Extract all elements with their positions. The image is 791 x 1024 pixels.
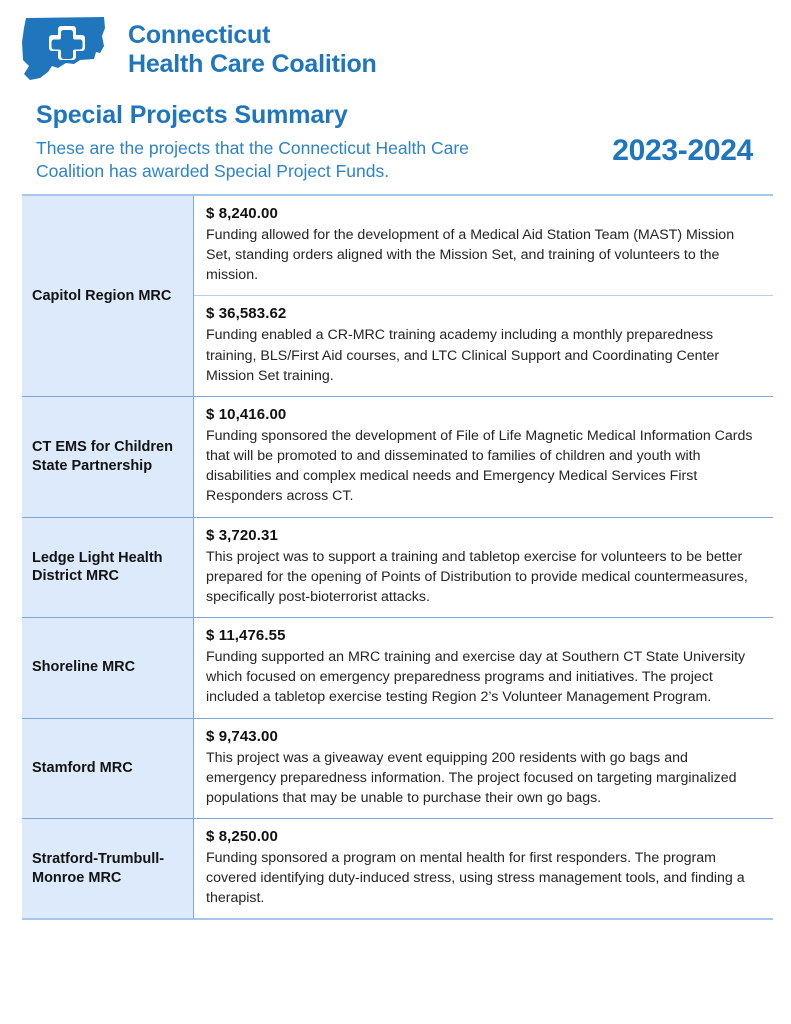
- table-row: [22, 196, 773, 397]
- project-description: This project was a giveaway event equipping 200 residents with go bags and emergency preparedness information. The project focused on targeting marginalized populations that may be unable to purchase their own go bags.: [206, 749, 737, 806]
- project-description: This project was to support a training and tabletop exercise for volunteers to be better prepared for the opening of Points of Distribution to provide medical countermeasures, specifically post-bioterrorist attacks.: [206, 548, 748, 605]
- project-amount: $ 10,416.00: [206, 405, 287, 423]
- project-description: Funding enabled a CR-MRC training academy including a monthly preparedness training, BLS/First Aid courses, and LTC Clinical Support and Coordinating Center Mission Set training.: [206, 327, 720, 384]
- projects-cell: [194, 397, 773, 517]
- table-row: [22, 719, 773, 819]
- projects-cell: [194, 719, 773, 818]
- title-block: [36, 102, 791, 182]
- page-header: [0, 0, 791, 182]
- connecticut-state-medical-cross-icon: [18, 16, 114, 84]
- project-amount: $ 8,240.00: [206, 205, 278, 222]
- project-entry: [194, 618, 773, 717]
- brand-lockup: [18, 14, 791, 86]
- project-entry: [194, 518, 773, 617]
- projects-cell: [194, 618, 773, 717]
- project-entry: [194, 196, 773, 296]
- project-entry: [194, 719, 773, 818]
- organization-name: Stamford MRC: [32, 759, 133, 776]
- brand-name-line2: Health Care Coalition: [128, 50, 377, 78]
- project-description: Funding supported an MRC training and exercise day at Southern CT State University which focused on emergency preparedness programs and initiatives. The project included a tabletop exercise testing Region 2’s Volunteer Management Program.: [206, 649, 746, 706]
- project-entry: [194, 819, 773, 918]
- project-amount: $ 3,720.31: [206, 526, 278, 544]
- organization-name-cell: [22, 819, 194, 918]
- organization-name-cell: [22, 618, 194, 717]
- projects-cell: [194, 196, 773, 396]
- organization-name-cell: [22, 518, 194, 617]
- project-amount: $ 11,476.55: [206, 627, 286, 645]
- organization-name: Shoreline MRC: [32, 659, 136, 676]
- year-range: 2023-2024: [612, 134, 753, 167]
- project-amount: $ 8,250.00: [206, 827, 278, 845]
- organization-name-cell: [22, 397, 194, 517]
- brand-name: [128, 21, 377, 80]
- page-title: Special Projects Summary: [36, 101, 348, 129]
- project-entry: [194, 296, 773, 395]
- projects-cell: [194, 819, 773, 918]
- table-row: [22, 397, 773, 518]
- project-amount: $ 9,743.00: [206, 727, 278, 745]
- special-projects-table: [22, 194, 773, 920]
- projects-cell: [194, 518, 773, 617]
- organization-name: Ledge Light Health District MRC: [32, 549, 163, 585]
- project-entry: [194, 397, 773, 517]
- table-row: [22, 518, 773, 618]
- table-row: [22, 819, 773, 918]
- project-description: Funding allowed for the development of a Medical Aid Station Team (MAST) Mission Set, standing orders aligned with the Mission Set, and training of volunteers to the mission.: [206, 227, 735, 284]
- project-amount: $ 36,583.62: [206, 305, 287, 323]
- organization-name: CT EMS for Children State Partnership: [32, 439, 173, 474]
- project-description: Funding sponsored a program on mental health for first responders. The program covered identifying duty-induced stress, using stress management tools, and finding a therapist.: [206, 849, 745, 907]
- organization-name-cell: [22, 719, 194, 818]
- page-subtitle: These are the projects that the Connecticut Health Care Coalition has awarded Special Project Funds.: [36, 137, 469, 181]
- organization-name-cell: [22, 196, 194, 396]
- table-row: [22, 618, 773, 718]
- organization-name: Capitol Region MRC: [32, 287, 172, 304]
- organization-name: Stratford-Trumbull-Monroe MRC: [32, 851, 165, 886]
- project-description: Funding sponsored the development of File of Life Magnetic Medical Information Cards that will be promoted to and disseminated to families of children and youth with disabilities and complex medical needs and Emergency Medical Services First Responders across CT.: [206, 427, 753, 505]
- brand-name-line1: Connecticut: [128, 20, 271, 49]
